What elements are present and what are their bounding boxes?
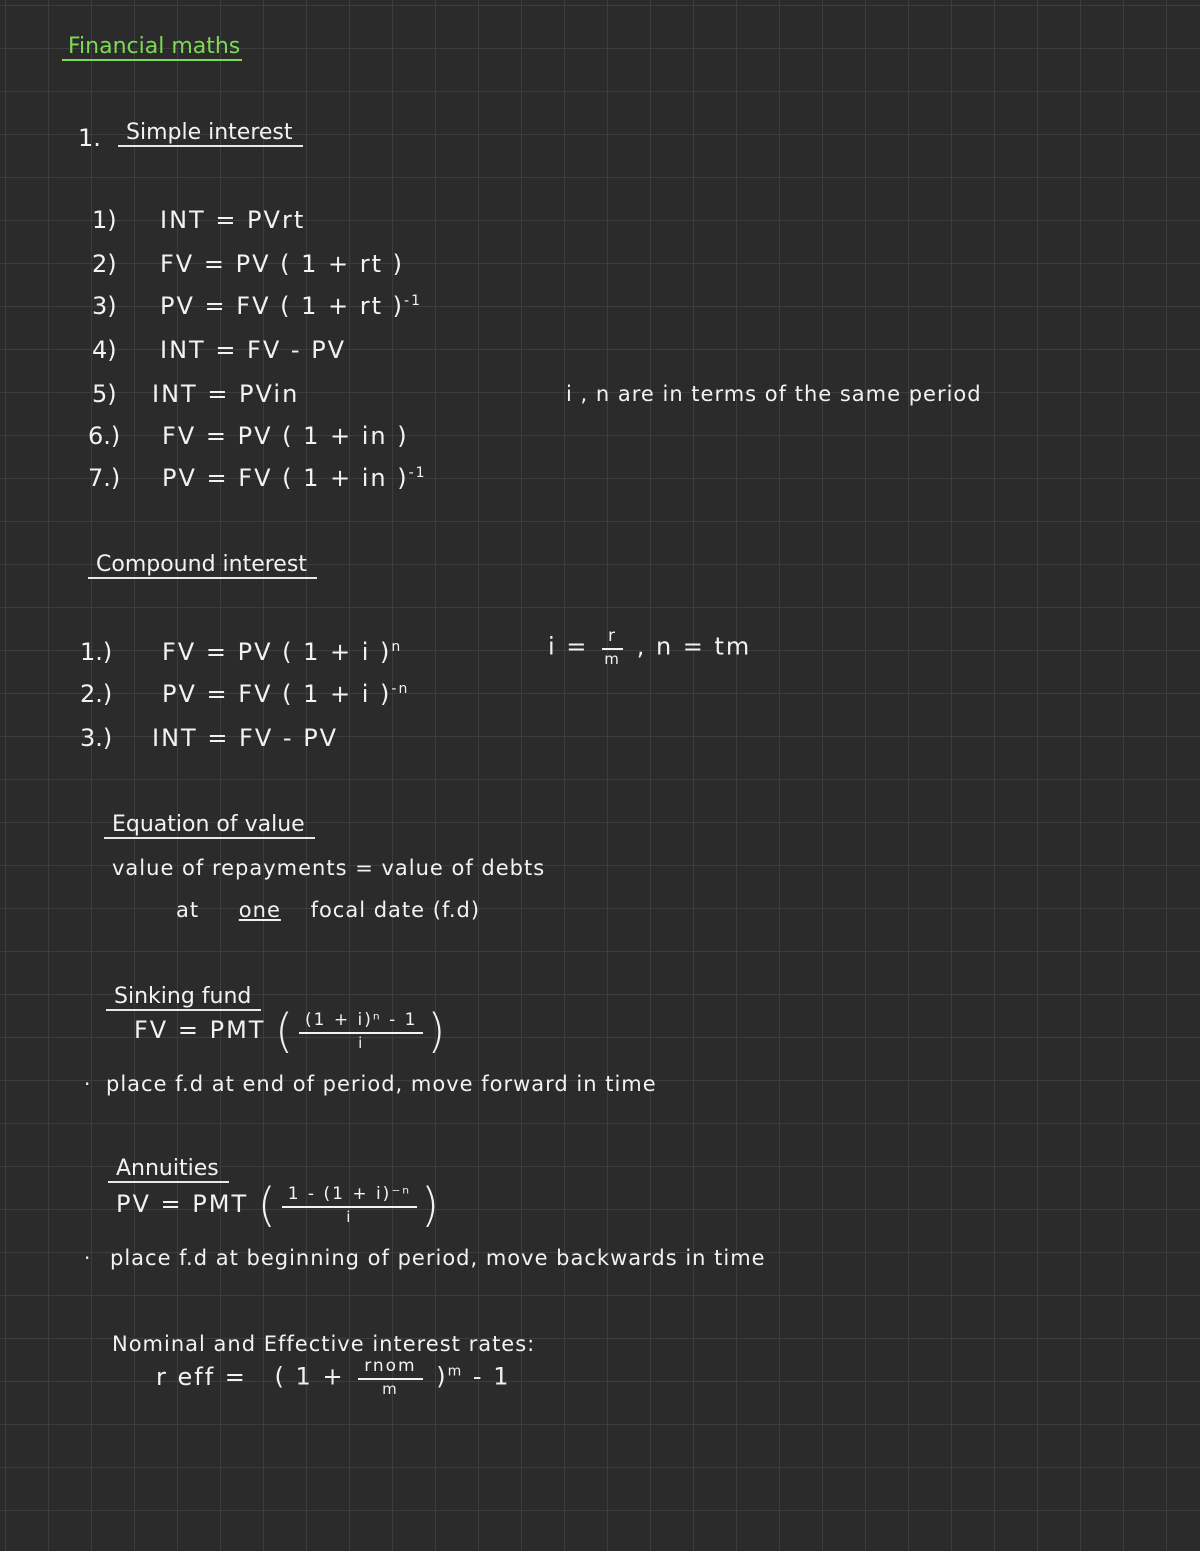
formula-body: PV = FV ( 1 + in ) bbox=[162, 464, 409, 492]
formula-number: 1) bbox=[92, 206, 117, 234]
sinking-fund-formula bbox=[134, 1004, 447, 1058]
effective-rate-formula bbox=[156, 1358, 510, 1397]
formula bbox=[162, 638, 402, 666]
fraction-denominator: i bbox=[346, 1207, 353, 1226]
formula-body: FV = PV ( 1 + i ) bbox=[162, 638, 392, 666]
open-paren-icon: ( bbox=[275, 1004, 296, 1058]
fraction-numerator: r bbox=[602, 628, 623, 650]
formula-number: 2) bbox=[92, 250, 117, 278]
formula-exponent: -1 bbox=[404, 293, 422, 309]
formula-exponent: -n bbox=[391, 681, 410, 697]
rate-fraction bbox=[602, 628, 623, 667]
equation-of-value-line2 bbox=[176, 898, 480, 922]
formula: INT = PVin bbox=[152, 380, 300, 408]
formula-number: 3) bbox=[92, 292, 117, 320]
simple-interest-heading: Simple interest bbox=[118, 120, 303, 147]
bullet-icon: · bbox=[84, 1072, 91, 1096]
formula: FV = PV ( 1 + in ) bbox=[162, 422, 409, 450]
formula: INT = FV - PV bbox=[160, 336, 347, 364]
formula bbox=[162, 680, 409, 708]
formula: INT = FV - PV bbox=[152, 724, 339, 752]
sinking-fund-heading: Sinking fund bbox=[106, 984, 261, 1011]
formula-lhs: r eff = bbox=[156, 1362, 247, 1391]
fraction-numerator: 1 - (1 + i)⁻ⁿ bbox=[282, 1186, 417, 1208]
formula-body: PV = FV ( 1 + i ) bbox=[162, 680, 392, 708]
annuities-formula bbox=[116, 1178, 441, 1232]
formula: FV = PV ( 1 + rt ) bbox=[160, 250, 405, 278]
formula-number: 3.) bbox=[80, 724, 113, 752]
nominal-effective-heading: Nominal and Effective interest rates: bbox=[112, 1332, 536, 1356]
formula-lhs: FV = PMT bbox=[134, 1016, 266, 1044]
fraction-numerator: rnom bbox=[358, 1358, 422, 1380]
open-paren-icon: ( bbox=[257, 1178, 278, 1232]
compound-interest-heading: Compound interest bbox=[88, 552, 317, 579]
note-n: , n = tm bbox=[636, 632, 752, 661]
simple-interest-note: i , n are in terms of the same period bbox=[566, 382, 982, 406]
equation-of-value-heading: Equation of value bbox=[104, 812, 315, 839]
formula: INT = PVrt bbox=[160, 206, 306, 234]
close-paren-icon: ) bbox=[421, 1178, 442, 1232]
formula-exponent: n bbox=[391, 639, 403, 655]
formula-number: 5) bbox=[92, 380, 117, 408]
equation-of-value-line1: value of repayments = value of debts bbox=[112, 856, 546, 880]
sinking-fund-bullet: place f.d at end of period, move forward in time bbox=[106, 1072, 657, 1096]
compound-note bbox=[548, 628, 751, 667]
annuities-bullet: place f.d at beginning of period, move backwards in time bbox=[110, 1246, 766, 1270]
formula-open: ( 1 + bbox=[274, 1362, 345, 1391]
formula-number: 2.) bbox=[80, 680, 113, 708]
formula-number: 4) bbox=[92, 336, 117, 364]
sinking-fund-fraction bbox=[299, 1009, 423, 1052]
fraction-denominator: i bbox=[358, 1033, 365, 1052]
line2-post: focal date (f.d) bbox=[310, 898, 481, 922]
note-i: i = bbox=[548, 632, 589, 661]
nominal-fraction bbox=[358, 1358, 422, 1397]
formula bbox=[160, 292, 422, 320]
fraction-denominator: m bbox=[604, 650, 621, 668]
formula-exponent: m bbox=[447, 1363, 464, 1380]
line2-pre: at bbox=[176, 898, 200, 922]
formula-lhs: PV = PMT bbox=[116, 1190, 249, 1218]
formula-exponent: -1 bbox=[408, 465, 427, 481]
page-title: Financial maths bbox=[62, 34, 242, 61]
annuities-fraction bbox=[282, 1183, 417, 1226]
fraction-denominator: m bbox=[382, 1380, 399, 1398]
formula-body: PV = FV ( 1 + rt ) bbox=[160, 292, 405, 320]
formula-number: 7.) bbox=[88, 464, 121, 492]
fraction-numerator: (1 + i)ⁿ - 1 bbox=[299, 1012, 423, 1034]
close-paren-icon: ) bbox=[427, 1004, 448, 1058]
line2-underlined: one bbox=[238, 898, 281, 922]
section-number: 1. bbox=[78, 124, 101, 152]
formula bbox=[162, 464, 427, 492]
formula-tail: - 1 bbox=[472, 1362, 511, 1391]
formula-number: 6.) bbox=[88, 422, 121, 450]
bullet-icon: · bbox=[84, 1246, 91, 1270]
annuities-heading: Annuities bbox=[108, 1156, 229, 1183]
formula-number: 1.) bbox=[80, 638, 113, 666]
formula-close: ) bbox=[436, 1362, 448, 1391]
